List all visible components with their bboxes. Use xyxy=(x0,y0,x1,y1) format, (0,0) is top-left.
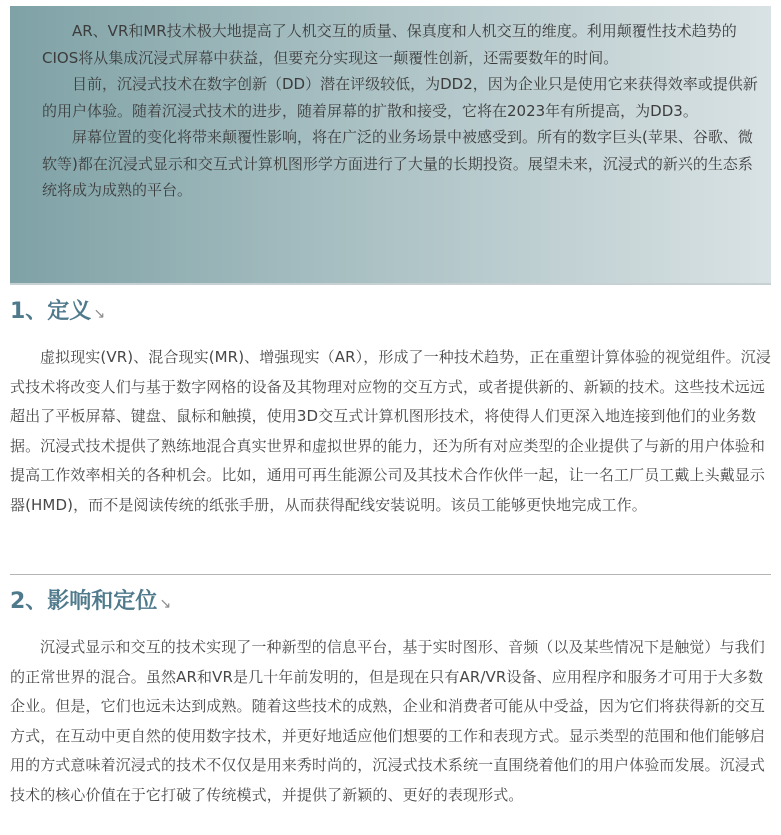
anchor-arrow-icon[interactable]: ↘ xyxy=(159,596,172,612)
summary-paragraph-3: 屏幕位置的变化将带来颠覆性影响，将在广泛的业务场景中被感受到。所有的数字巨头(苹果、谷歌、微软等)都在沉浸式显示和交互式计算机图形学方面进行了大量的长期投资。展望未来，沉浸式的新兴的生态系统将成为成熟的平台。 xyxy=(42,128,753,199)
section-1-heading xyxy=(10,297,105,329)
section-1-title: 1、定义 xyxy=(10,299,92,324)
section-1-body: 虚拟现实(VR)、混合现实(MR)、增强现实（AR），形成了一种技术趋势，正在重塑计算体验的视觉组件。沉浸式技术将改变人们与基于数字网格的设备及其物理对应物的交互方式，或者提供新的、新颖的技术。这些技术远远超出了平板屏幕、键盘、鼠标和触摸，使用3D交互式计算机图形技术，将使得人们更深入地连接到他们的业务数据。沉浸式技术提供了熟练地混合真实世界和虚拟世界的能力，还为所有对应类型的企业提供了与新的用户体验和提高工作效率相关的各种机会。比如，通用可再生能源公司及其技术合作伙伴一起，让一名工厂员工戴上头戴显示器(HMD)，而不是阅读传统的纸张手册，从而获得配线安装说明。该员工能够更快地完成工作。 xyxy=(10,348,771,514)
summary-paragraph-2: 目前，沉浸式技术在数字创新（DD）潜在评级较低，为DD2，因为企业只是使用它来获得效率或提供新的用户体验。随着沉浸式技术的进步，随着屏幕的扩散和接受，它将在2023年有所提高，为DD3。 xyxy=(42,75,758,120)
anchor-arrow-icon[interactable]: ↘ xyxy=(93,306,106,322)
section-2-title: 2、影响和定位 xyxy=(10,589,158,614)
summary-box xyxy=(10,6,771,285)
summary-paragraph-1: AR、VR和MR技术极大地提高了人机交互的质量、保真度和人机交互的维度。利用颠覆性技术趋势的CIOS将从集成沉浸式屏幕中获益，但要充分实现这一颠覆性创新，还需要数年的时间。 xyxy=(42,22,737,67)
section-2-body: 沉浸式显示和交互的技术实现了一种新型的信息平台，基于实时图形、音频（以及某些情况下是触觉）与我们的正常世界的混合。虽然AR和VR是几十年前发明的，但是现在只有AR/VR设备、应用程序和服务才可用于大多数企业。但是，它们也远未达到成熟。随着这些技术的成熟，企业和消费者可能从中受益，因为它们将获得新的交互方式，在互动中更自然的使用数字技术，并更好地适应他们想要的工作和表现方式。显示类型的范围和他们能够启用的方式意味着沉浸式的技术不仅仅是用来秀时尚的，沉浸式技术系统一直围绕着他们的用户体验而发展。沉浸式技术的核心价值在于它打破了传统模式，并提供了新颖的、更好的表现形式。 xyxy=(10,638,766,804)
section-divider xyxy=(10,574,771,575)
section-2-heading xyxy=(10,587,171,619)
